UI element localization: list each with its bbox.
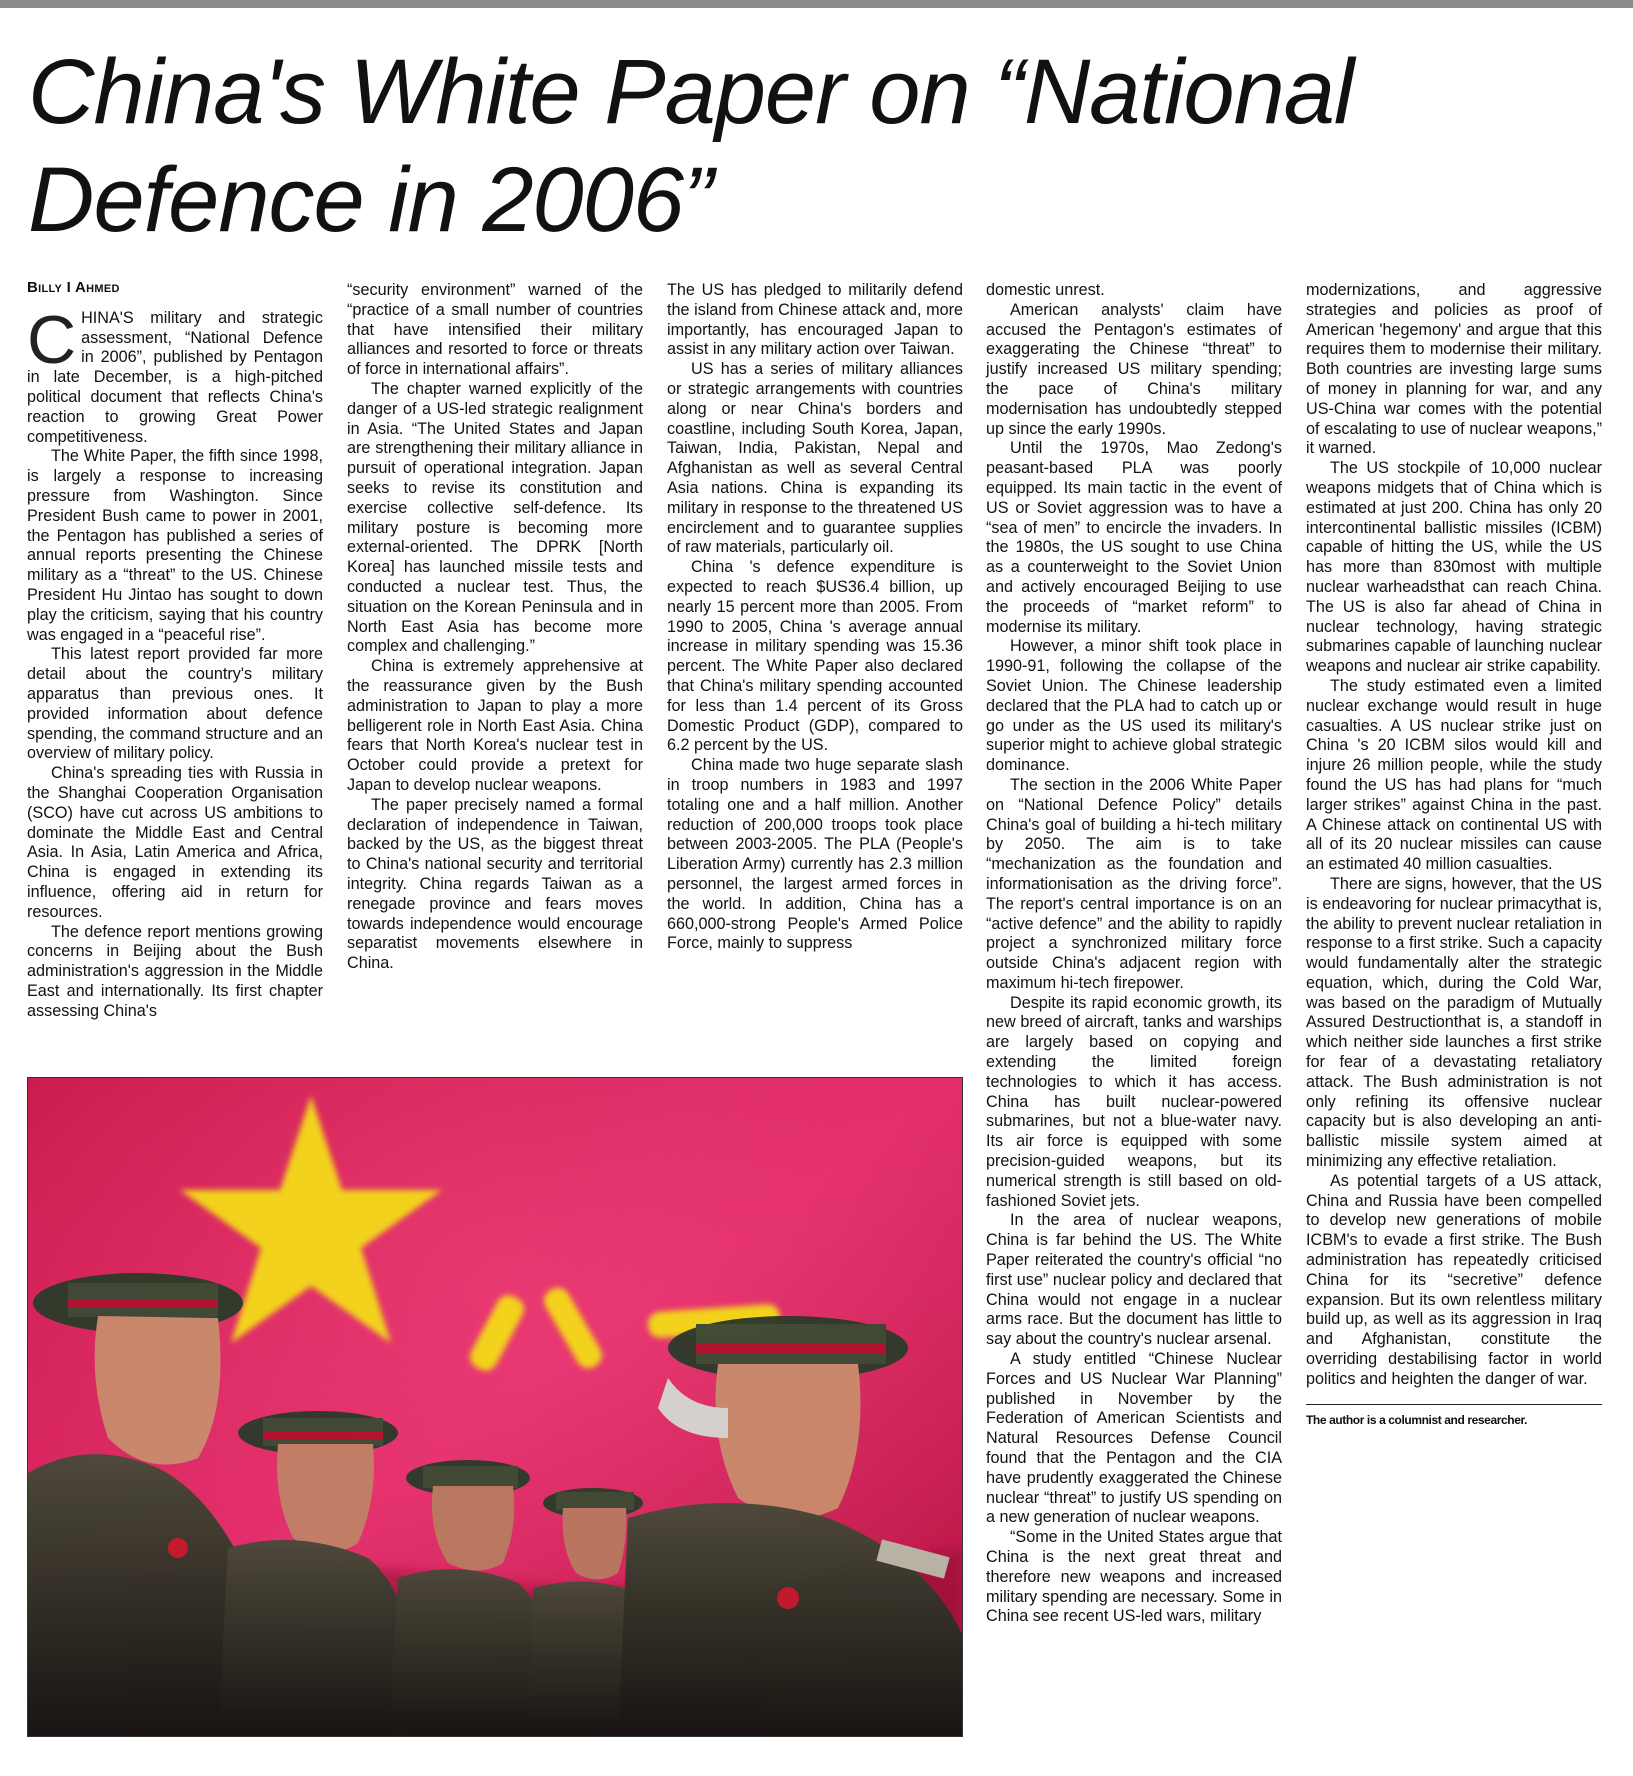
article-paragraph: As potential targets of a US attack, China and Russia have been compelled to develop new generations of mobile ICBM's to evade a first strike. The Bush administration has repeatedly criticised China for its “secretive” defence expansion. But its own relentless military build up, as well as its aggression in Iraq and Afghanistan, constitute the overriding destabilising factor in world politics and heighten the danger of war.: [1306, 1171, 1602, 1388]
article-paragraph: China made two huge separate slash in troop numbers in 1983 and 1997 totaling one and a half million. Another reduction of 200,000 troops took place between 2003-2005. The PLA (People's Liberation Army) currently has 2.3 million personnel, the largest armed forces in the world. In addition, China has a 660,000-strong People's Armed Police Force, mainly to suppress: [667, 756, 963, 953]
article-paragraph: The section in the 2006 White Paper on “National Defence Policy” details China's goal of building a hi-tech military by 2050. The aim is to take “mechanization as the foundation and informationisation as the driving force”. The report's central importance is on an “active defence” and the ability to rapidly project a synchronized military force outside China's adjacent region with maximum hi-tech firepower.: [986, 775, 1282, 992]
article-column-1: [27, 281, 323, 1051]
article-column-3: [667, 281, 963, 1051]
article-paragraph: American analysts' claim have accused the Pentagon's estimates of exaggerating the Chinese “threat” to justify increased US military spending; the pace of China's military modernisation has undoubtedly stepped up since the early 1990s.: [986, 300, 1282, 438]
soldiers-saluting-flag-illustration: [28, 1078, 963, 1737]
article-paragraph: Until the 1970s, Mao Zedong's peasant-based PLA was poorly equipped. Its main tactic in the event of US or Soviet aggression was to have a “sea of men” to encircle the invaders. In the 1980s, the US sought to use China as a counterweight to the Soviet Union and actively encouraged Beijing to use the proceeds of “market reform” to modernise its military.: [986, 439, 1282, 636]
article-paragraph: The paper precisely named a formal declaration of independence in Taiwan, backed by the US, as the biggest threat to China's national security and territorial integrity. China regards Taiwan as a renegade province and fears moves towards independence would encourage separatist movements elsewhere in China.: [347, 795, 643, 973]
article-paragraph: However, a minor shift took place in 1990-91, following the collapse of the Soviet Union. The Chinese leadership declared that the PLA had to catch up or go under as the US used its military's superior might to achieve global strategic dominance.: [986, 637, 1282, 775]
article-paragraph: CHINA'S military and strategic assessment, “National Defence in 2006”, published by Pentagon in late December, is a high-pitched political document that reflects China's reaction to growing Great Power competitiveness.: [27, 301, 323, 446]
article-paragraph: The US stockpile of 10,000 nuclear weapons midgets that of China which is estimated at just 200. China has only 20 intercontinental ballistic missiles (ICBM) capable of hitting the US, while the US has more than 830most with multiple nuclear warheadsthat can reach China. The US is also far ahead of China in nuclear technology, having strategic submarines capable of launching nuclear weapons and nuclear air strike capability.: [1306, 459, 1602, 676]
drop-cap: C: [27, 301, 77, 378]
article-column-5: [1306, 281, 1602, 1751]
article-paragraph: The chapter warned explicitly of the danger of a US-led strategic realignment in Asia. “The United States and Japan are strengthening their military alliance in pursuit of operational integration. Japan seeks to revise its constitution and exercise collective self-defence. Its military posture is becoming more external-oriented. The DPRK [North Korea] has launched missile tests and conducted a nuclear test. Thus, the situation on the Korean Peninsula and in North East Asia has become more complex and challenging.”: [347, 379, 643, 656]
article-photo: [27, 1077, 963, 1737]
article-paragraph: “Some in the United States argue that China is the next great threat and therefore new weapons and increased military spending are necessary. Some in China see recent US-led wars, military: [986, 1528, 1282, 1626]
article-paragraph: China's spreading ties with Russia in the Shanghai Cooperation Organisation (SCO) have cut across US ambitions to dominate the Middle East and Central Asia. In Asia, Latin America and Africa, China is engaged in extending its influence, offering aid in return for resources.: [27, 764, 323, 921]
byline: Billy I Ahmed: [27, 279, 120, 296]
article-paragraph: In the area of nuclear weapons, China is far behind the US. The White Paper reiterated the country's official “no first use” nuclear policy and declared that China would not engage in a nuclear arms race. But the document has little to say about the country's nuclear arsenal.: [986, 1211, 1282, 1349]
article-paragraph: US has a series of military alliances or strategic arrangements with countries along or near China's borders and coastline, including South Korea, Japan, Taiwan, India, Pakistan, Nepal and Afghanistan as well as several Central Asia nations. China is expanding its military in response to the threatened US encirclement and to guarantee supplies of raw materials, particularly oil.: [667, 360, 963, 557]
article-paragraph: China 's defence expenditure is expected to reach $US36.4 billion, up nearly 15 percent more than 2005. From 1990 to 2005, China 's average annual increase in military spending was 15.36 percent. The White Paper also declared that China's military spending accounted for less than 1.4 percent of its Gross Domestic Product (GDP), compared to 6.2 percent by the US.: [667, 558, 963, 755]
article-paragraph: modernizations, and aggressive strategies and policies as proof of American 'hegemony' and argue that this requires them to modernise their military. Both countries are investing large sums of money in planning for war, and any US-China war comes with the potential of escalating to use of nuclear weapons,” it warned.: [1306, 281, 1602, 458]
article-paragraph: domestic unrest.: [986, 281, 1105, 299]
article-paragraph: The US has pledged to militarily defend the island from Chinese attack and, more importantly, has encouraged Japan to assist in any military action over Taiwan.: [667, 281, 963, 359]
top-rule: [0, 0, 1633, 8]
article-paragraph: China is extremely apprehensive at the reassurance given by the Bush administration to Japan to play a more belligerent role in North East Asia. China fears that North Korea's nuclear test in October could provide a pretext for Japan to develop nuclear weapons.: [347, 657, 643, 794]
article-headline: China's White Paper on “National Defence in 2006”: [28, 41, 1354, 251]
article-paragraph: The White Paper, the fifth since 1998, is largely a response to increasing pressure from Washington. Since President Bush came to power in 2001, the Pentagon has published a series of annual reports presenting the Chinese military as a “threat” to the US. Chinese President Hu Jintao has sought to down play the criticism, saying that his country was engaged in a “peaceful rise”.: [27, 447, 323, 644]
article-paragraph: The defence report mentions growing concerns in Beijing about the Bush administration's aggression in the Middle East and internationally. Its first chapter assessing China's: [27, 922, 323, 1020]
article-paragraph: Despite its rapid economic growth, its new breed of aircraft, tanks and warships are largely based on copying and extending the limited foreign technologies to which it has access. China has built nuclear-powered submarines, but not a blue-water navy. Its air force is equipped with some precision-guided weapons, but its numerical strength is still based on old-fashioned Soviet jets.: [986, 993, 1282, 1210]
author-footnote: The author is a columnist and researcher.: [1306, 1404, 1602, 1427]
article-paragraph: A study entitled “Chinese Nuclear Forces and US Nuclear War Planning” published in November by the Federation of American Scientists and Natural Resources Defense Council found that the Pentagon and the CIA have prudently exaggerated the Chinese nuclear “threat” to justify US spending on a new generation of nuclear weapons.: [986, 1350, 1282, 1527]
article-column-2: [347, 281, 643, 1051]
article-paragraph: “security environment” warned of the “practice of a small number of countries that have intensified their military alliances and resorted to force or threats of force in international affairs”.: [347, 281, 643, 379]
article-paragraph: The study estimated even a limited nuclear exchange would result in huge casualties. A US nuclear strike just on China 's 20 ICBM silos would kill and injure 26 million people, while the study found the US has had plans for “much larger strikes” against China in the past. A Chinese attack on continental US with all of its 20 nuclear missiles can cause an estimated 40 million casualties.: [1306, 676, 1602, 874]
article-paragraph: This latest report provided far more detail about the country's military apparatus than previous ones. It provided information about defence spending, the command structure and an overview of military policy.: [27, 645, 323, 763]
article-column-4: [986, 281, 1282, 1751]
article-paragraph: There are signs, however, that the US is endeavoring for nuclear primacythat is, the ability to prevent nuclear retaliation in response to a first strike. Such a capacity would fundamentally alter the strategic equation, which, during the Cold War, was based on the paradigm of Mutually Assured Destructionthat is, a standoff in which neither side launches a first strike for fear of a devastating retaliatory attack. The Bush administration is not only refining its offensive nuclear capacity but is also developing an anti-ballistic missile system aimed at minimizing any effective retaliation.: [1306, 874, 1602, 1171]
